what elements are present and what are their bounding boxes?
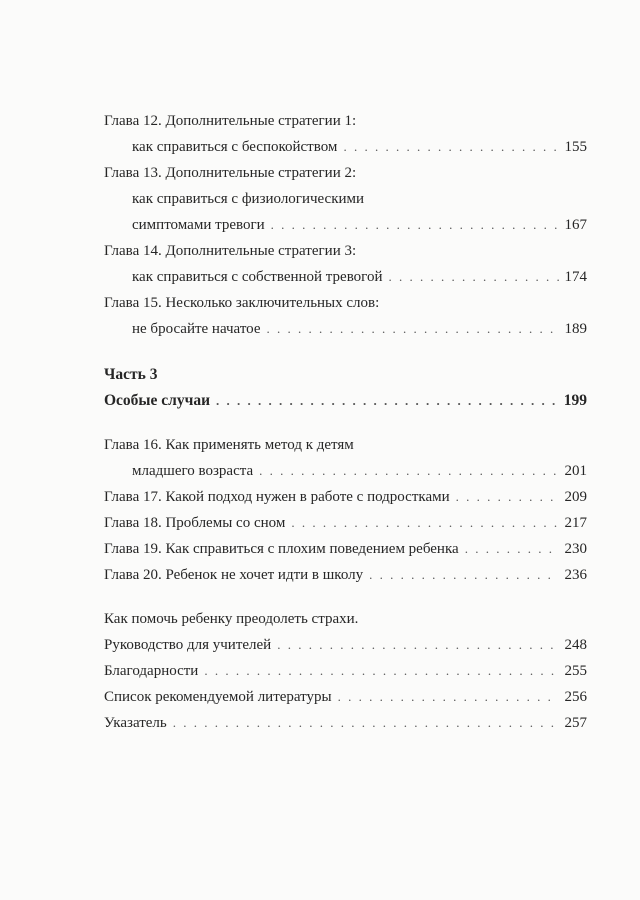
toc-entry-title: Глава 17. Какой подход нужен в работе с подростками [104,489,450,505]
toc-page-number: 217 [564,515,587,531]
toc-entry-title: Глава 14. Дополнительные стратегии 3: [104,243,357,259]
toc-entry-chapter-16 [104,432,587,458]
dot-leader [291,510,558,536]
toc-page-number: 257 [564,715,587,731]
toc-page-number: 155 [564,139,587,155]
toc-page-number: 209 [564,489,587,505]
toc-entry-title: как справиться с беспокойством [132,139,338,155]
toc-entry-chapter-13 [104,160,587,186]
toc-entry-title: не бросайте начатое [132,321,261,337]
dot-leader [267,316,559,342]
toc-entry-chapter-14 [104,238,587,264]
toc-page-number: 248 [564,637,587,653]
toc-entry-chapter-14-cont [104,264,587,290]
toc-page-number: 236 [564,567,587,583]
toc-entry-title: Список рекомендуемой литературы [104,689,332,705]
toc-entry-chapter-18 [104,510,587,536]
toc-entry-reading-list [104,684,587,710]
toc-entry-chapter-13-cont [104,186,587,212]
toc-page-number: 167 [564,217,587,233]
toc-entry-title: Как помочь ребенку преодолеть страхи. [104,611,359,627]
toc-page-number: 255 [564,663,587,679]
toc-entry-chapter-16-cont [104,458,587,484]
toc-entry-chapter-15-cont [104,316,587,342]
toc-entry-title: Глава 12. Дополнительные стратегии 1: [104,113,357,129]
toc-entry-title: Руководство для учителей [104,637,272,653]
toc-entry-teachers-guide [104,606,587,632]
toc-entry-chapter-12 [104,108,587,134]
toc-entry-title: как справиться с физиологическими [132,191,365,207]
toc-page-number: 199 [563,392,587,409]
toc-entry-index [104,710,587,736]
toc-entry-title: Глава 20. Ребенок не хочет идти в школу [104,567,364,583]
toc-page-number: 189 [564,321,587,337]
toc-entry-title: младшего возраста [132,463,254,479]
dot-leader [173,710,559,736]
toc-entry-chapter-13-cont2 [104,212,587,238]
toc-entry-title: как справиться с собственной тревогой [132,269,383,285]
dot-leader [259,458,558,484]
toc-entry-title: Глава 15. Несколько заключительных слов: [104,295,380,311]
dot-leader [271,212,559,238]
toc-entry-chapter-15 [104,290,587,316]
dot-leader [338,684,559,710]
dot-leader [389,264,559,290]
toc-page-number: 201 [564,463,587,479]
dot-leader [369,562,558,588]
toc-entry-title: Глава 18. Проблемы со сном [104,515,286,531]
toc-entry-chapter-12-cont [104,134,587,160]
dot-leader [216,388,558,414]
toc-entry-title: Благодарности [104,663,199,679]
toc-entry-title: симптомами тревоги [132,217,265,233]
dot-leader [465,536,559,562]
toc-entry-title: Глава 19. Как справиться с плохим поведением ребенка [104,541,459,557]
toc-page-number: 230 [564,541,587,557]
toc-entry-chapter-19 [104,536,587,562]
toc-entry-acknowledgements [104,658,587,684]
toc-entry-teachers-guide-cont [104,632,587,658]
dot-leader [277,632,558,658]
toc-entry-chapter-20 [104,562,587,588]
toc-entry-title: Глава 16. Как применять метод к детям [104,437,354,453]
toc-page-number: 174 [564,269,587,285]
dot-leader [456,484,559,510]
table-of-contents [104,108,587,736]
part-label: Часть 3 [104,366,158,383]
toc-entry-title: Указатель [104,715,167,731]
toc-entry-chapter-17 [104,484,587,510]
toc-page-number: 256 [564,689,587,705]
toc-entry-title: Глава 13. Дополнительные стратегии 2: [104,165,357,181]
part-title-entry [104,388,587,414]
dot-leader [204,658,558,684]
part-title: Особые случаи [104,392,211,409]
dot-leader [343,134,558,160]
